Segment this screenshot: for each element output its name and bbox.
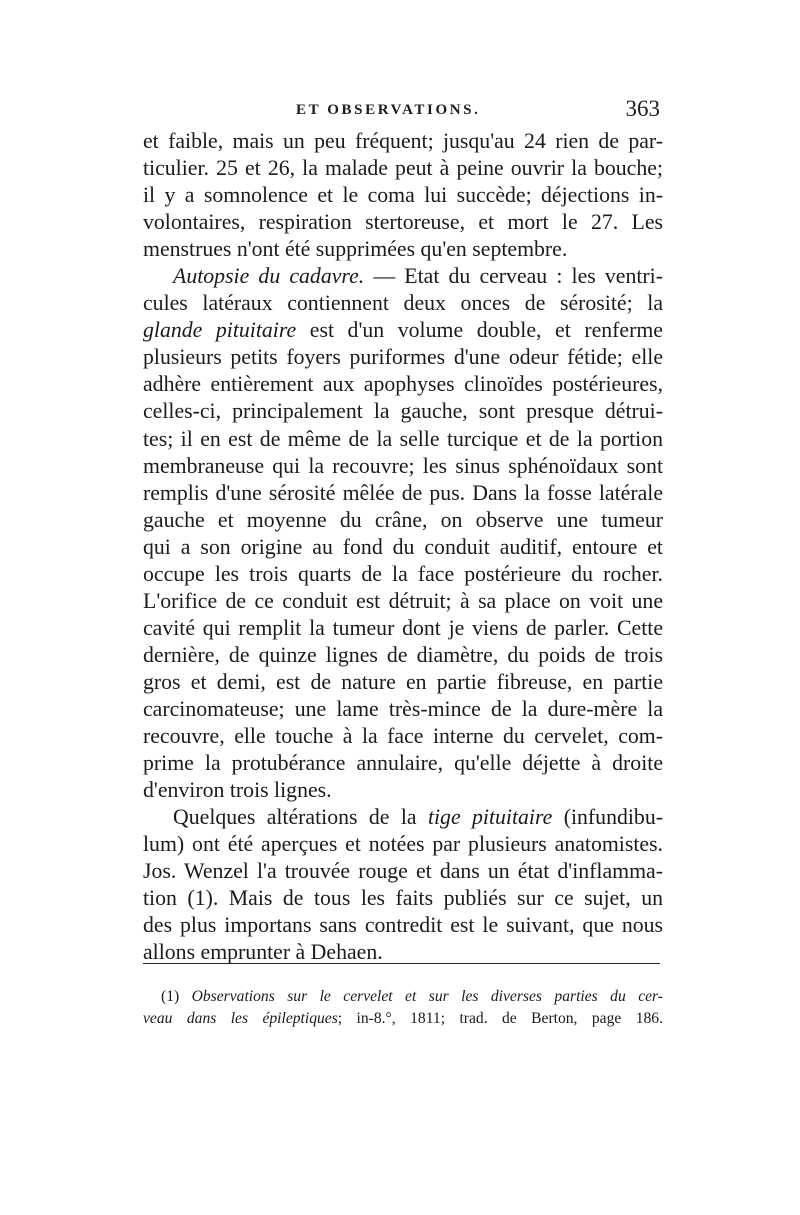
text-line: adhère entièrement aux apophyses clinoïdes postérieures, bbox=[143, 372, 663, 397]
text-line: menstrues n'ont été supprimées qu'en septembre. bbox=[143, 237, 568, 262]
text-line: dernière, de quinze lignes de diamètre, du poids de trois bbox=[143, 642, 663, 667]
line-part: — Etat du cerveau : les ventri- bbox=[364, 264, 663, 289]
footnote-line bbox=[143, 1008, 663, 1030]
line-part: est d'un volume double, et renferme bbox=[296, 318, 663, 343]
text-line: volontaires, respiration stertoreuse, et mort le 27. Les bbox=[143, 210, 663, 235]
text-line: lum) ont été aperçues et notées par plusieurs anatomistes. bbox=[143, 832, 663, 857]
text-line: remplis d'une sérosité mêlée de pus. Dans la fosse latérale bbox=[143, 480, 663, 505]
italic-term: tige pituitaire bbox=[427, 805, 553, 830]
text-line: tes; il en est de même de la selle turcique et de la portion bbox=[143, 426, 663, 451]
text-line: allons emprunter à Dehaen. bbox=[143, 940, 383, 965]
text-line: cavité qui remplit la tumeur dont je viens de parler. Cette bbox=[143, 615, 663, 640]
text-line: occupe les trois quarts de la face postérieure du rocher. bbox=[143, 561, 663, 586]
italic-heading: Autopsie du cadavre. bbox=[173, 264, 365, 289]
text-line: prime la protubérance annulaire, qu'elle déjette à droite bbox=[143, 751, 663, 776]
text-line: ticulier. 25 et 26, la malade peut à peine ouvrir la bouche; bbox=[143, 156, 663, 181]
text-line: cules latéraux contiennent deux onces de sérosité; la bbox=[143, 291, 663, 316]
running-title: ET OBSERVATIONS. bbox=[296, 102, 481, 118]
footnote bbox=[143, 986, 663, 1030]
footnote-title: veau dans les épileptiques bbox=[143, 1010, 338, 1027]
text-line bbox=[143, 317, 663, 344]
text-line bbox=[143, 263, 663, 290]
text-line bbox=[143, 804, 663, 831]
text-line: membraneuse qui la recouvre; les sinus sphénoïdaux sont bbox=[143, 453, 663, 478]
italic-term: glande pituitaire bbox=[143, 318, 297, 343]
footnote-marker: (1) bbox=[161, 988, 192, 1005]
footnote-rule bbox=[143, 963, 660, 964]
running-head bbox=[143, 96, 663, 126]
text-line: L'orifice de ce conduit est détruit; à sa place on voit une bbox=[143, 588, 663, 613]
text-line: tion (1). Mais de tous les faits publiés sur ce sujet, un bbox=[143, 886, 663, 911]
text-line: plusieurs petits foyers puriformes d'une odeur fétide; elle bbox=[143, 345, 663, 370]
text-line: gauche et moyenne du crâne, on observe une tumeur bbox=[143, 507, 663, 532]
text-line: celles-ci, principalement la gauche, sont presque détrui- bbox=[143, 399, 663, 424]
text-line: des plus importans sans contredit est le suivant, que nous bbox=[143, 913, 663, 938]
line-part: Quelques altérations de la bbox=[173, 805, 428, 830]
text-line: qui a son origine au fond du conduit auditif, entoure et bbox=[143, 534, 663, 559]
footnote-title: Observations sur le cervelet et sur les diverses parties du cer- bbox=[191, 988, 663, 1005]
body-text bbox=[143, 128, 663, 966]
page-number: 363 bbox=[625, 96, 660, 121]
text-line: carcinomateuse; une lame très-mince de la dure-mère la bbox=[143, 696, 663, 721]
text-line: gros et demi, est de nature en partie fibreuse, en partie bbox=[143, 669, 663, 694]
text-line: Jos. Wenzel l'a trouvée rouge et dans un état d'inflamma- bbox=[143, 859, 663, 884]
footnote-line bbox=[143, 986, 663, 1008]
line-part: (infundibu- bbox=[552, 805, 663, 830]
footnote-citation: ; in-8.°, 1811; trad. de Berton, page 186. bbox=[337, 1010, 664, 1027]
text-line: il y a somnolence et le coma lui succède; déjections in- bbox=[143, 183, 663, 208]
text-line: d'environ trois lignes. bbox=[143, 778, 332, 803]
text-line: recouvre, elle touche à la face interne du cervelet, com- bbox=[143, 724, 663, 749]
text-line: et faible, mais un peu fréquent; jusqu'au 24 rien de par- bbox=[143, 129, 663, 153]
